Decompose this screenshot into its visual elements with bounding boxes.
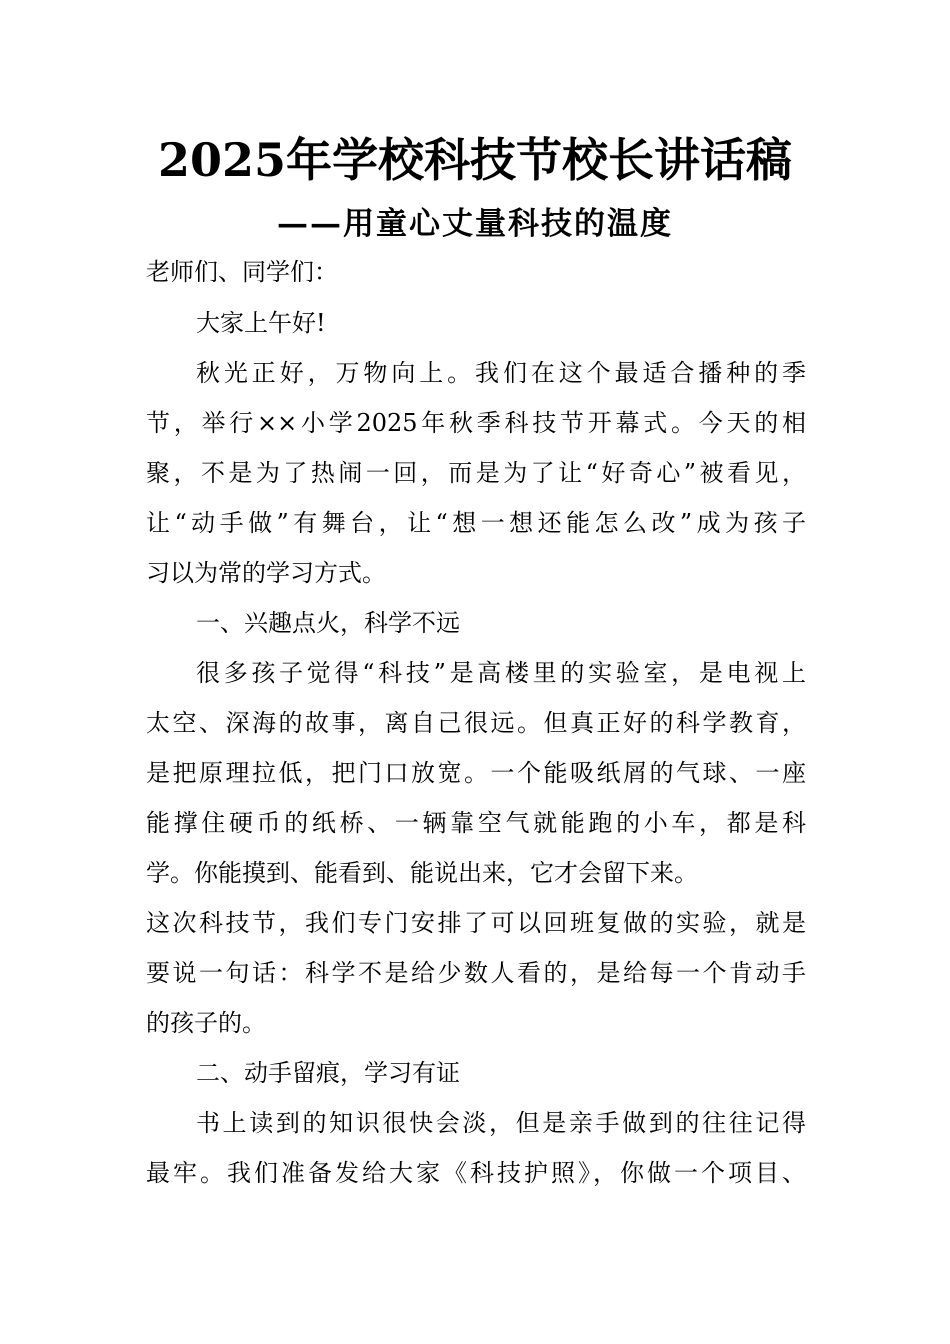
- document-title: 2025年学校科技节校长讲话稿: [157, 133, 793, 187]
- salutation: 老师们、同学们：: [146, 258, 338, 286]
- paragraph-line: 让“动手做”有舞台，让“想一想还能怎么改”成为孩子: [146, 509, 806, 537]
- paragraph-line: 是把原理拉低，把门口放宽。一个能吸纸屑的气球、一座: [146, 759, 806, 787]
- paragraph-line: 这次科技节，我们专门安排了可以回班复做的实验，就是: [146, 909, 806, 937]
- document-subtitle: ——用童心丈量科技的温度: [277, 206, 673, 242]
- paragraph-line: 很多孩子觉得“科技”是高楼里的实验室，是电视上: [196, 659, 806, 687]
- paragraph-line: 要说一句话：科学不是给少数人看的，是给每一个肯动手: [146, 959, 806, 987]
- paragraph-line: 秋光正好，万物向上。我们在这个最适合播种的季: [196, 359, 806, 387]
- section-heading: 二、动手留痕，学习有证: [196, 1059, 460, 1087]
- paragraph-line: 书上读到的知识很快会淡，但是亲手做到的往往记得: [196, 1109, 806, 1137]
- section-heading: 一、兴趣点火，科学不远: [196, 609, 460, 637]
- greeting: 大家上午好!: [196, 309, 326, 337]
- paragraph-line: 能撑住硬币的纸桥、一辆靠空气就能跑的小车，都是科: [146, 809, 806, 837]
- paragraph-line: 学。你能摸到、能看到、能说出来，它才会留下来。: [146, 859, 698, 887]
- paragraph-line: 太空、深海的故事，离自己很远。但真正好的科学教育，: [146, 709, 806, 737]
- paragraph-line: 节，举行××小学2025年秋季科技节开幕式。今天的相: [146, 409, 806, 437]
- paragraph-line: 习以为常的学习方式。: [146, 559, 386, 587]
- paragraph-line: 最牢。我们准备发给大家《科技护照》，你做一个项目、: [146, 1159, 806, 1187]
- paragraph-line: 聚，不是为了热闹一回，而是为了让“好奇心”被看见，: [146, 459, 806, 487]
- paragraph-line: 的孩子的。: [146, 1009, 266, 1037]
